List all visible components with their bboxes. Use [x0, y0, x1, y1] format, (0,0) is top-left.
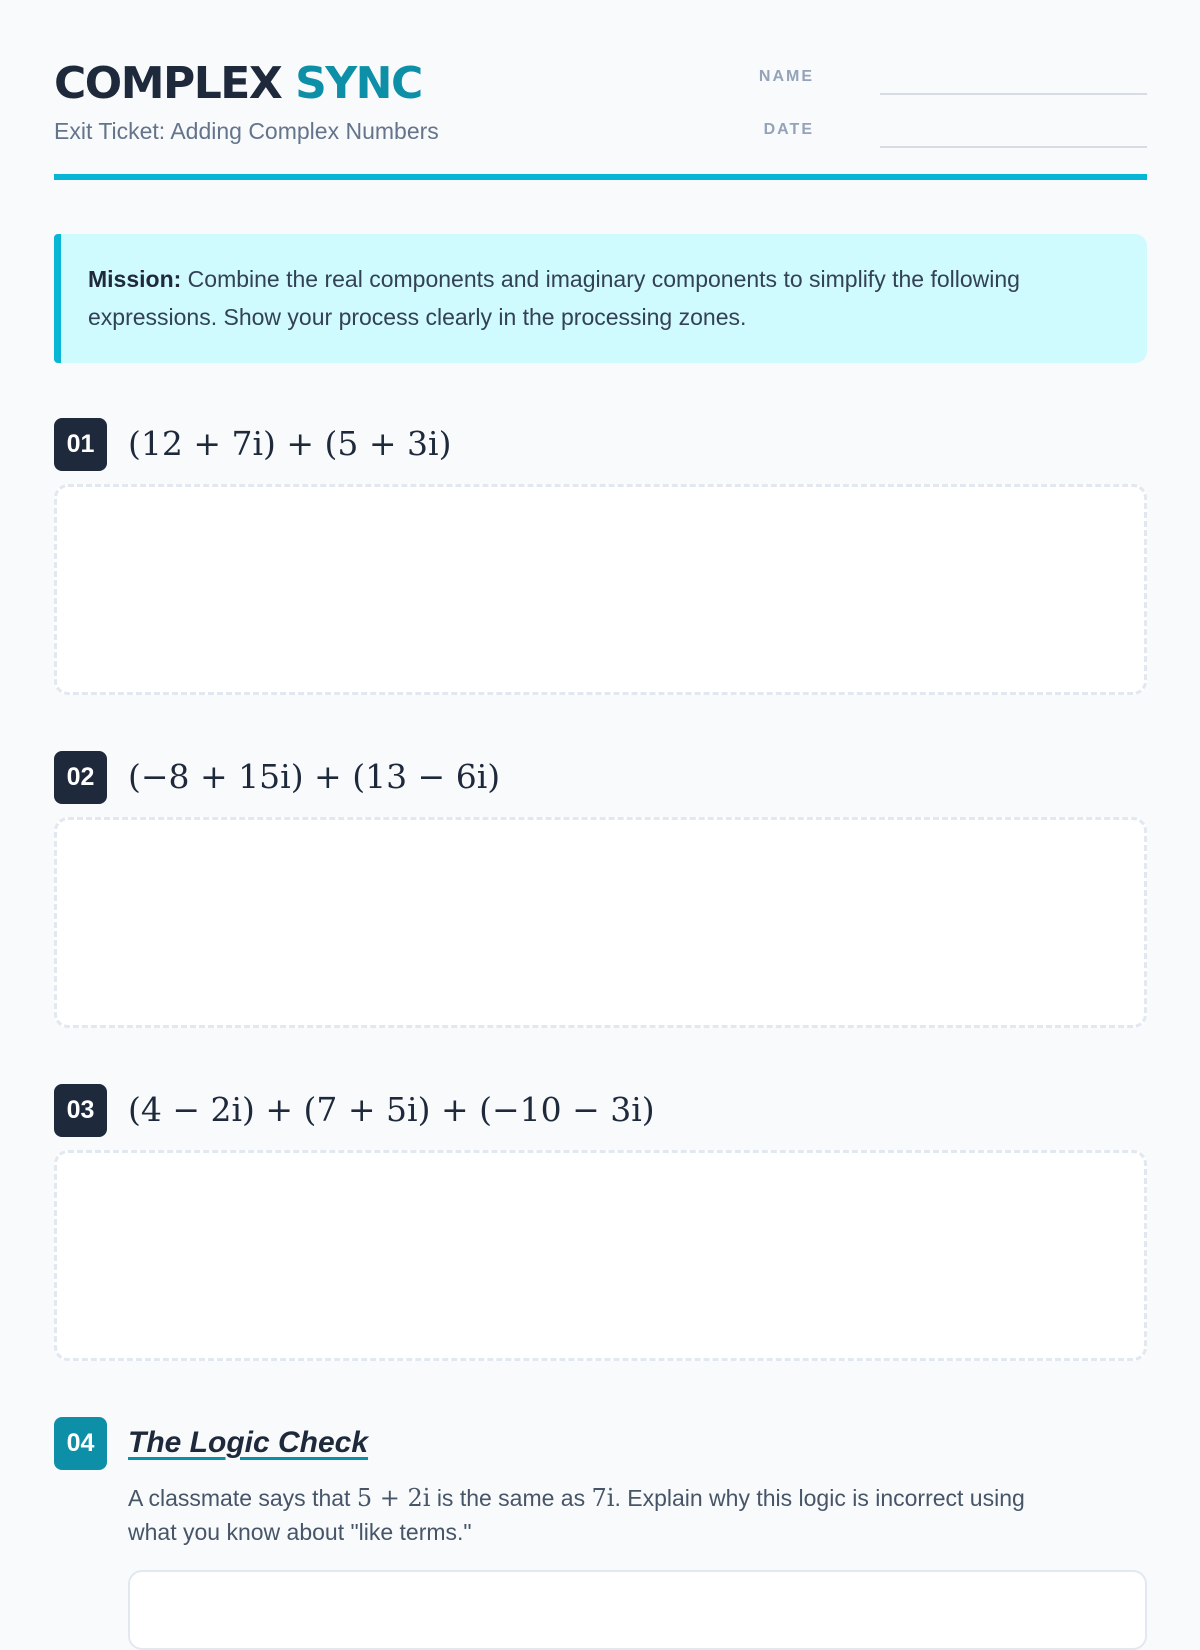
worksheet-page	[54, 0, 1147, 1545]
question-number-badge: 04	[54, 1417, 107, 1470]
prompt-text-middle: is the same as	[436, 1485, 586, 1511]
processing-zone[interactable]	[54, 817, 1147, 1028]
name-label: NAME	[758, 68, 814, 85]
question-number-badge: 01	[54, 418, 107, 471]
brand-title	[54, 56, 422, 112]
date-label: DATE	[763, 121, 814, 138]
prompt-text-before: A classmate says that	[128, 1485, 351, 1511]
prompt-text-after: . Explain why this logic is incorrect using what you know about "like terms."	[128, 1485, 1025, 1545]
mission-callout	[54, 234, 1147, 363]
processing-zone[interactable]	[54, 1150, 1147, 1361]
header-divider	[54, 174, 1147, 180]
header	[54, 0, 1147, 180]
name-field[interactable]	[754, 60, 1147, 100]
mission-text: Combine the real components and imaginary components to simplify the following expressions. Show your process clearly in the processing zones.	[88, 266, 1020, 330]
date-line[interactable]	[880, 146, 1147, 148]
date-field[interactable]	[754, 113, 1147, 153]
question-expression: (12 + 7i) + (5 + 3i)	[128, 424, 452, 463]
question-number-badge: 02	[54, 751, 107, 804]
logic-check-prompt	[128, 1481, 1048, 1549]
answer-box[interactable]	[128, 1570, 1147, 1650]
page-subtitle: Exit Ticket: Adding Complex Numbers	[54, 118, 439, 144]
question-number-badge: 03	[54, 1084, 107, 1137]
logic-check-title: The Logic Check	[128, 1426, 369, 1459]
question-expression: (−8 + 15i) + (13 − 6i)	[128, 757, 501, 796]
brand-word-complex: COMPLEX	[54, 58, 282, 109]
prompt-expression-a: 5 + 2i	[356, 1484, 431, 1512]
question-expression: (4 − 2i) + (7 + 5i) + (−10 − 3i)	[128, 1090, 655, 1129]
brand-word-sync: SYNC	[295, 58, 422, 109]
processing-zone[interactable]	[54, 484, 1147, 695]
name-line[interactable]	[880, 93, 1147, 95]
prompt-expression-b: 7i	[591, 1484, 615, 1512]
mission-label: Mission:	[88, 266, 182, 292]
